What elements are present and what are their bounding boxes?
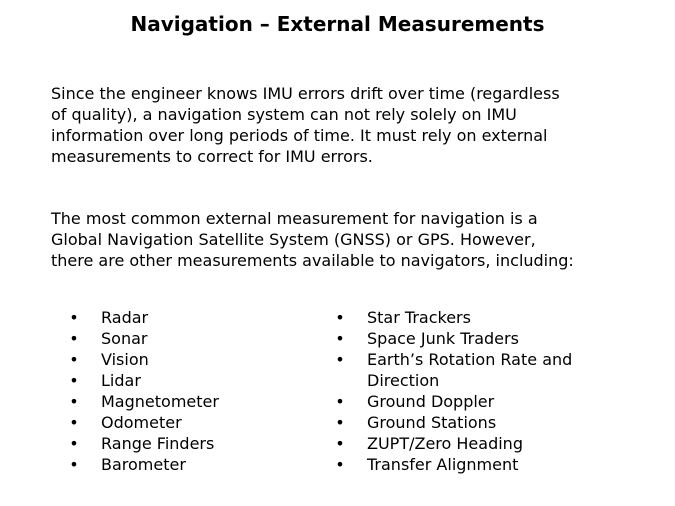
- intro-paragraph: [51, 83, 651, 167]
- list-item: [334, 454, 634, 475]
- bullet-icon: •: [69, 455, 79, 474]
- bullet-icon: •: [335, 350, 345, 369]
- common-measurement-paragraph: [51, 208, 651, 271]
- bullet-icon: •: [335, 413, 345, 432]
- list-item: [68, 328, 298, 349]
- paragraph-line: information over long periods of time. It must rely on external: [51, 126, 548, 145]
- list-item-label: Lidar: [101, 371, 141, 390]
- slide-title: Navigation – External Measurements: [130, 12, 545, 36]
- bullet-icon: •: [69, 350, 79, 369]
- measurement-list-left: [68, 307, 298, 475]
- list-item: [334, 412, 634, 433]
- bullet-icon: •: [69, 434, 79, 453]
- bullet-icon: •: [335, 329, 345, 348]
- paragraph-line: of quality), a navigation system can not rely solely on IMU: [51, 105, 517, 124]
- list-item-label: Earth’s Rotation Rate and: [367, 350, 573, 369]
- list-item: [334, 349, 634, 391]
- list-item: [334, 328, 634, 349]
- list-item: [68, 349, 298, 370]
- list-item: [334, 307, 634, 328]
- list-item: [68, 391, 298, 412]
- bullet-icon: •: [69, 371, 79, 390]
- list-item-label: Transfer Alignment: [367, 455, 519, 474]
- list-item-label: Odometer: [101, 413, 182, 432]
- list-item-label: Ground Stations: [367, 413, 497, 432]
- list-item: [334, 391, 634, 412]
- measurement-list-right: [334, 307, 634, 475]
- list-item-label: Ground Doppler: [367, 392, 495, 411]
- bullet-icon: •: [335, 434, 345, 453]
- list-item: [68, 412, 298, 433]
- list-item-label: Radar: [101, 308, 149, 327]
- bullet-icon: •: [335, 392, 345, 411]
- paragraph-line: The most common external measurement for navigation is a: [51, 209, 538, 228]
- list-item: [68, 454, 298, 475]
- paragraph-line: measurements to correct for IMU errors.: [51, 147, 373, 166]
- bullet-icon: •: [69, 413, 79, 432]
- bullet-icon: •: [69, 392, 79, 411]
- list-item-label: Space Junk Traders: [367, 329, 519, 348]
- paragraph-line: Global Navigation Satellite System (GNSS) or GPS. However,: [51, 230, 536, 249]
- list-item: [334, 433, 634, 454]
- list-item: [68, 370, 298, 391]
- bullet-icon: •: [69, 308, 79, 327]
- paragraph-line: Since the engineer knows IMU errors drift over time (regardless: [51, 84, 560, 103]
- list-item-label: Star Trackers: [367, 308, 471, 327]
- paragraph-line: there are other measurements available to navigators, including:: [51, 251, 574, 270]
- list-item-label: Range Finders: [101, 434, 215, 453]
- bullet-icon: •: [335, 308, 345, 327]
- list-item: [68, 307, 298, 328]
- list-item: [68, 433, 298, 454]
- list-item-label: Sonar: [101, 329, 148, 348]
- list-item-label: ZUPT/Zero Heading: [367, 434, 523, 453]
- list-item-label: Barometer: [101, 455, 186, 474]
- list-item-label-continued: Direction: [367, 371, 440, 390]
- bullet-icon: •: [69, 329, 79, 348]
- list-item-label: Magnetometer: [101, 392, 219, 411]
- list-item-label: Vision: [101, 350, 149, 369]
- bullet-icon: •: [335, 455, 345, 474]
